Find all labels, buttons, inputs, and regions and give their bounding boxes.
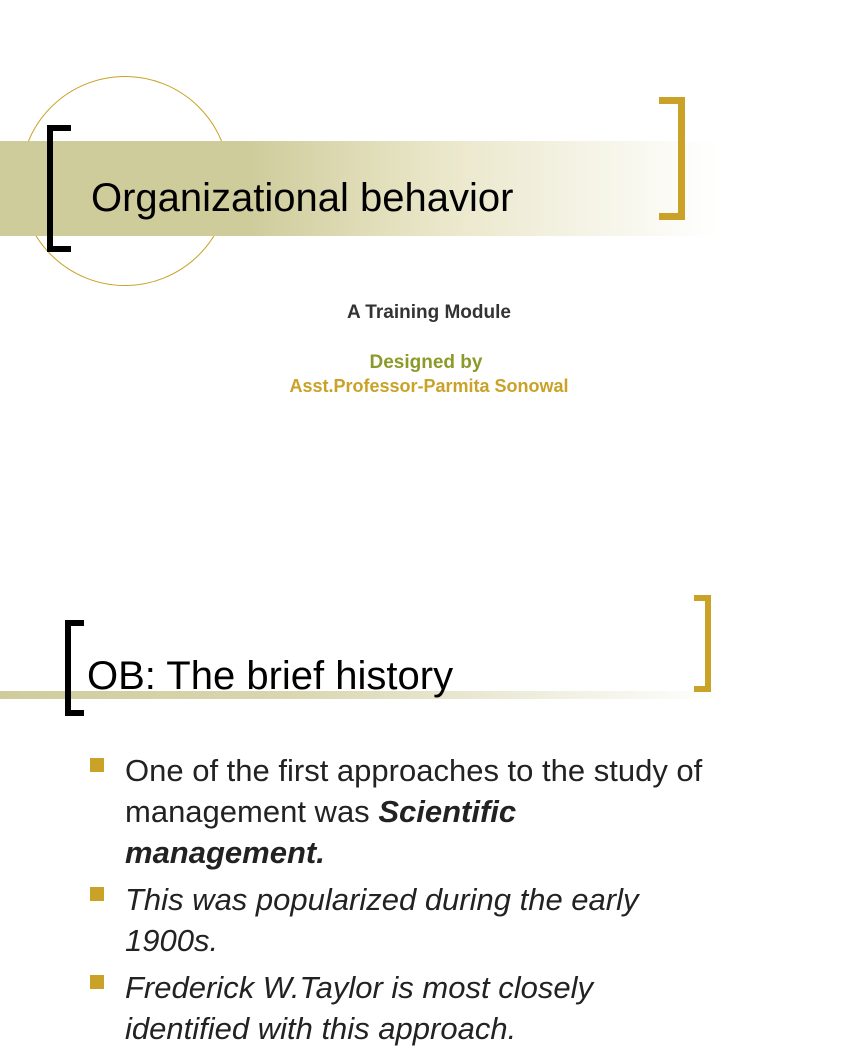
slide-title: Organizational behavior <box>91 176 514 220</box>
right-bracket-icon <box>659 97 685 220</box>
list-item <box>0 967 768 1049</box>
title-slide <box>0 0 768 560</box>
slide-subtitle: A Training Module <box>347 302 511 323</box>
bullet-text: This was popularized during the early 1900s. <box>125 882 639 958</box>
history-slide <box>0 560 768 1046</box>
bullet-text: One of the first approaches to the study of management was <box>125 753 703 829</box>
bullet-square-icon <box>90 975 104 989</box>
bullet-square-icon <box>90 758 104 772</box>
slide-title: OB: The brief history <box>87 654 454 698</box>
bullet-text: Frederick W.Taylor is most closely identified with this approach. <box>125 970 593 1046</box>
list-item <box>0 879 768 961</box>
bullet-emphasis: Scientific management. <box>125 794 517 870</box>
author-name: Asst.Professor-Parmita Sonowal <box>289 376 569 396</box>
bullet-list <box>0 750 768 1055</box>
right-bracket-icon <box>694 595 711 692</box>
left-bracket-icon <box>65 620 84 716</box>
bullet-square-icon <box>90 887 104 901</box>
designed-by-label: Designed by <box>369 352 483 373</box>
list-item <box>0 750 768 873</box>
left-bracket-icon <box>47 125 71 252</box>
